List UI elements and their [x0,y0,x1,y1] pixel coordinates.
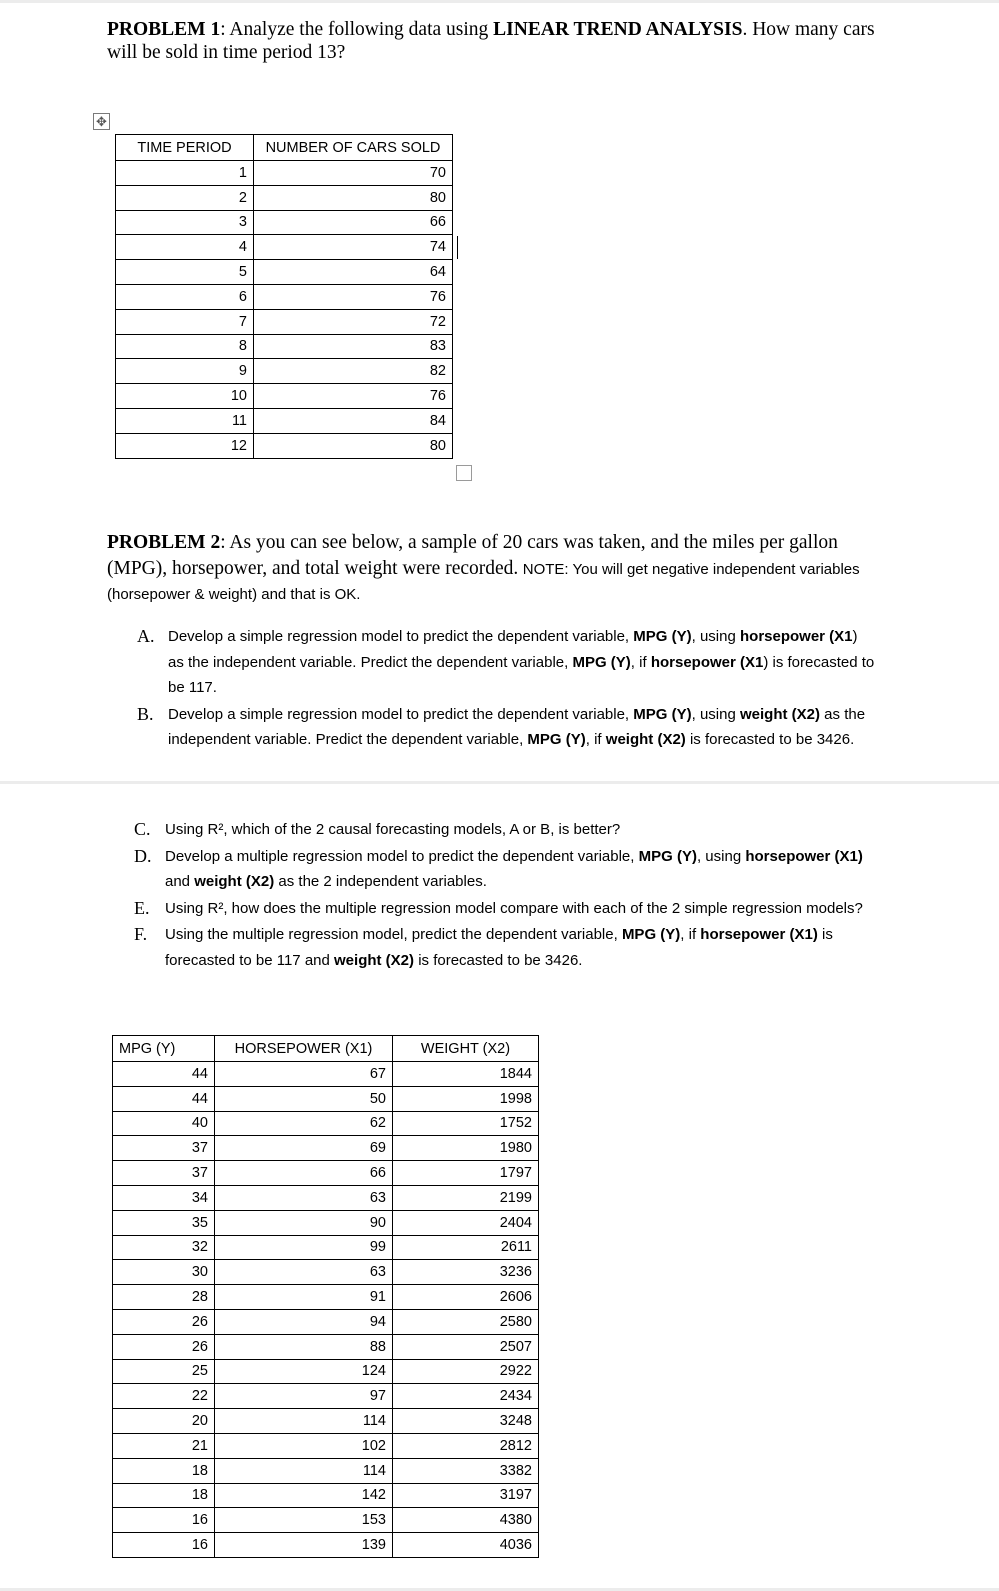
table-row [113,1334,539,1359]
table-row [116,408,453,433]
item-text: is forecasted to be 3426. [414,951,583,969]
list-marker: F. [134,924,148,944]
list-marker: C. [134,819,151,839]
table-cell: 25 [113,1359,215,1384]
table-cell: 1752 [393,1111,539,1136]
item-text: , using [691,705,740,723]
table-cell: 1797 [393,1161,539,1186]
table-cell: 142 [215,1483,393,1508]
table-cell: 139 [215,1533,393,1558]
table-cell: 74 [254,235,453,260]
table-cell: 67 [215,1062,393,1087]
table-cell: 153 [215,1508,393,1533]
item-text: as the independent variable. Predict the dependent variable, [168,705,866,748]
table-cell: 72 [254,309,453,334]
item-text: Develop a simple regression model to predict the dependent variable, [168,628,634,645]
table-cell: 40 [113,1111,215,1136]
item-text: Develop a multiple regression model to predict the dependent variable, [165,847,639,865]
table-row [113,1185,539,1210]
table-cell: 102 [215,1433,393,1458]
table-cell: 94 [215,1309,393,1334]
table-cell: 10 [116,384,254,409]
table-row [113,1136,539,1161]
list-item [134,922,879,973]
item-text: as the 2 independent variables. [274,873,487,890]
table-cell: 35 [113,1210,215,1235]
table-cell: 76 [254,384,453,409]
item-text: ) as the independent variable. Predict the dependent variable, [168,628,858,671]
table-row [113,1359,539,1384]
table-row [113,1235,539,1260]
table-row [116,384,453,409]
table-cell: 76 [254,284,453,309]
table-cell: 16 [113,1533,215,1558]
table-cell: 3197 [393,1483,539,1508]
column-header: NUMBER OF CARS SOLD [254,135,453,161]
table-cell: 16 [113,1508,215,1533]
item-text: ) is forecasted to be 117. [168,653,875,696]
page-break [0,781,999,784]
table-cell: 2434 [393,1384,539,1409]
item-text: , if [585,731,606,748]
problem2-heading: PROBLEM 2: As you can see below, a sample of 20 cars was taken, and the miles per gallon (MPG), horsepower, and total weight were recorded. NOTE: You will get negative independent variables (horsepower & weight) and that is OK. [107,532,860,603]
table-cell: 2812 [393,1433,539,1458]
item-text: Using R², which of the 2 causal forecasting models, A or B, is better? [165,821,621,838]
bold-term: MPG (Y) [638,847,697,865]
table-row [116,185,453,210]
page-break-top [0,0,999,3]
table-cell: 114 [215,1458,393,1483]
table-row [113,1533,539,1558]
table-cell: 1844 [393,1062,539,1087]
table-cell: 63 [215,1260,393,1285]
table-cell: 37 [113,1136,215,1161]
table-cell: 11 [116,408,254,433]
move-arrows-icon[interactable]: ✥ [93,113,110,130]
table-cell: 70 [254,161,453,186]
table-row [116,260,453,285]
table-row [113,1285,539,1310]
bold-term: weight (X2) [334,951,415,969]
bold-term: horsepower (X1 [650,653,764,671]
table-row [116,210,453,235]
table-cell: 3248 [393,1409,539,1434]
text-cursor [457,236,458,259]
table-cell: 114 [215,1409,393,1434]
bold-term: horsepower (X1) [745,847,863,865]
table-cell: 21 [113,1433,215,1458]
column-header: MPG (Y) [113,1036,215,1062]
table-row [113,1210,539,1235]
question-list-ab [137,624,877,754]
table-cell: 84 [254,408,453,433]
table-row [113,1458,539,1483]
list-item [137,702,877,753]
table-row [116,359,453,384]
list-marker: E. [134,897,150,918]
table-cell: 28 [113,1285,215,1310]
table-cell: 50 [215,1086,393,1111]
table-cell: 83 [254,334,453,359]
list-marker: B. [137,703,154,724]
item-text: , if [630,653,651,671]
table-cell: 2507 [393,1334,539,1359]
table-cell: 44 [113,1062,215,1087]
table-row [116,309,453,334]
item-text: , using [696,847,746,865]
bold-term: horsepower (X1) [700,926,818,943]
table-cell: 6 [116,284,254,309]
table-cell: 66 [215,1161,393,1186]
table-cell: 26 [113,1309,215,1334]
table-row [116,161,453,186]
table-row [113,1086,539,1111]
table-cell: 80 [254,433,453,458]
table-cell: 2606 [393,1285,539,1310]
table-cell: 32 [113,1235,215,1260]
table-cell: 63 [215,1185,393,1210]
item-text: is forecasted to be 117 and [165,926,833,969]
list-item [134,817,879,843]
table-cell: 1980 [393,1136,539,1161]
bold-term: MPG (Y) [621,926,681,943]
table-cell: 66 [254,210,453,235]
table-cell: 3382 [393,1458,539,1483]
column-header: HORSEPOWER (X1) [215,1036,393,1062]
item-text: , using [691,628,740,645]
table-cell: 3 [116,210,254,235]
table-row [113,1409,539,1434]
item-text: is forecasted to be 3426. [685,731,855,748]
table-row [116,334,453,359]
table-cell: 9 [116,359,254,384]
bold-term: weight (X2) [605,731,686,748]
table-cell: 90 [215,1210,393,1235]
table-cell: 80 [254,185,453,210]
list-marker: D. [134,845,152,866]
table-row [113,1433,539,1458]
table-cell: 2922 [393,1359,539,1384]
list-marker: A. [137,626,155,646]
table-row [113,1508,539,1533]
table-cell: 69 [215,1136,393,1161]
problem1-heading: PROBLEM 1: Analyze the following data using LINEAR TREND ANALYSIS. How many cars will be sold in time period 13? [107,19,875,63]
column-header: TIME PERIOD [116,135,254,161]
table-row [116,235,453,260]
table-cell: 30 [113,1260,215,1285]
regression-data-table [112,1035,539,1558]
table-cell: 26 [113,1334,215,1359]
table-cell: 91 [215,1285,393,1310]
resize-handle-icon[interactable] [456,465,472,481]
table-cell: 8 [116,334,254,359]
table-cell: 44 [113,1086,215,1111]
list-item [134,844,879,895]
item-text: Using R², how does the multiple regression model compare with each of the 2 simple regression models? [165,899,863,917]
bold-term: MPG (Y) [633,705,692,723]
bold-term: weight (X2) [194,873,275,890]
table-cell: 22 [113,1384,215,1409]
table-row [113,1309,539,1334]
table-cell: 124 [215,1359,393,1384]
time-series-table [115,134,453,459]
bold-term: MPG (Y) [633,628,692,645]
item-text: , if [680,926,701,943]
table-row [116,284,453,309]
list-item [134,896,879,922]
bold-term: weight (X2) [740,705,821,723]
table-cell: 7 [116,309,254,334]
table-cell: 1998 [393,1086,539,1111]
table-cell: 62 [215,1111,393,1136]
table-cell: 97 [215,1384,393,1409]
table-cell: 64 [254,260,453,285]
table-cell: 4 [116,235,254,260]
table-row [113,1483,539,1508]
table-cell: 37 [113,1161,215,1186]
table-cell: 88 [215,1334,393,1359]
list-item [137,624,877,701]
table-row [113,1384,539,1409]
item-text: Develop a simple regression model to predict the dependent variable, [168,705,634,723]
table-row [113,1111,539,1136]
table-row [116,433,453,458]
table-cell: 2199 [393,1185,539,1210]
table-cell: 34 [113,1185,215,1210]
bold-term: horsepower (X1 [740,628,853,645]
bold-term: MPG (Y) [572,653,631,671]
table-cell: 12 [116,433,254,458]
table-cell: 2611 [393,1235,539,1260]
table-row [113,1260,539,1285]
table-cell: 4380 [393,1508,539,1533]
table-cell: 1 [116,161,254,186]
item-text: and [165,873,195,890]
question-list-cf [134,817,879,974]
table-cell: 2 [116,185,254,210]
table-cell: 20 [113,1409,215,1434]
table-cell: 2404 [393,1210,539,1235]
table-row [113,1062,539,1087]
table-cell: 2580 [393,1309,539,1334]
table-cell: 99 [215,1235,393,1260]
item-text: Using the multiple regression model, predict the dependent variable, [165,926,622,943]
table-cell: 3236 [393,1260,539,1285]
table-cell: 5 [116,260,254,285]
table-cell: 18 [113,1483,215,1508]
column-header: WEIGHT (X2) [393,1036,539,1062]
table-cell: 18 [113,1458,215,1483]
table-row [113,1161,539,1186]
table-cell: 4036 [393,1533,539,1558]
bold-term: MPG (Y) [527,731,586,748]
table-cell: 82 [254,359,453,384]
